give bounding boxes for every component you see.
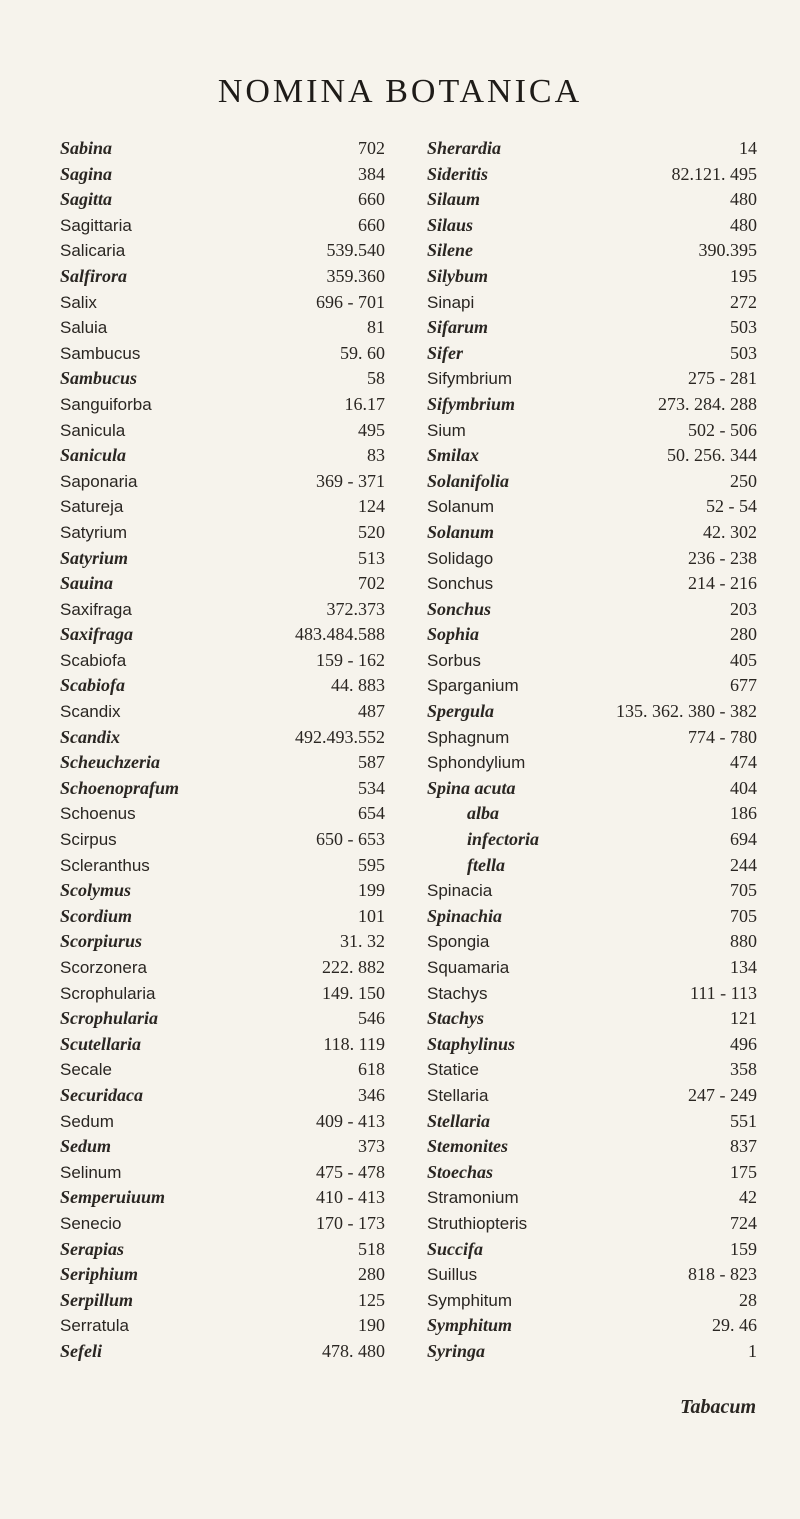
entry-page-ref: 250 [730,470,757,491]
page-title: NOMINA BOTANICA [217,73,583,110]
index-entry [60,1211,385,1237]
index-entry [427,469,757,495]
entry-name: Solidago [427,548,494,568]
entry-page-ref: 373 [358,1136,385,1157]
entry-name: Staphylinus [427,1033,516,1054]
index-entry [427,494,757,520]
entry-page-ref: 42 [739,1187,757,1208]
entry-page-ref: 587 [358,752,385,773]
index-entry [427,162,757,188]
entry-page-ref: 502 - 506 [688,419,757,440]
index-entry [427,187,757,213]
index-entry [427,571,757,597]
entry-name: Sagitta [60,189,113,210]
entry-name: Sorbus [427,650,481,670]
index-entry [60,929,385,955]
catchword: Tabacum [680,1396,756,1418]
entry-name: Sium [427,420,466,440]
index-entry [427,1288,757,1314]
entry-page-ref: 280 [358,1264,385,1285]
entry-name: Scorpiurus [60,931,143,952]
index-entry [60,443,385,469]
right-column [427,136,757,1365]
entry-name: Serapias [60,1238,125,1259]
index-entry [427,213,757,239]
index-entry [60,1032,385,1058]
entry-name: Scheuchzeria [60,752,161,773]
entry-page-ref: 125 [358,1289,385,1310]
entry-page-ref: 677 [730,675,757,696]
entry-name: Serratula [60,1316,129,1336]
entry-name: Sedum [60,1136,112,1157]
entry-name: Sambucus [60,368,138,389]
index-entry [60,1057,385,1083]
entry-name: Sedum [60,1111,114,1131]
entry-page-ref: 236 - 238 [688,547,757,568]
entry-page-ref: 359.360 [326,265,385,286]
index-entry [427,1006,757,1032]
index-entry [427,1160,757,1186]
entry-name: Sifymbrium [427,393,516,414]
index-entry [60,1160,385,1186]
entry-name: infectoria [467,829,539,850]
entry-name: Sefeli [60,1340,102,1361]
entry-page-ref: 694 [730,829,757,850]
entry-name: Scrophularia [60,983,156,1003]
entry-name: Sphondylium [427,753,526,773]
index-entry [60,776,385,802]
entry-name: Satyrium [60,522,128,542]
entry-name: Scutellaria [60,1033,142,1054]
entry-page-ref: 31. 32 [340,931,385,952]
entry-page-ref: 410 - 413 [316,1187,385,1208]
entry-page-ref: 546 [358,1008,385,1029]
entry-name: Serpillum [60,1289,134,1310]
entry-page-ref: 135. 362. 380 - 382 [616,701,757,722]
entry-page-ref: 534 [358,777,385,798]
index-entry [427,853,757,879]
entry-name: Securidaca [60,1084,143,1105]
entry-page-ref: 190 [358,1315,385,1336]
entry-name: Scandix [60,702,121,722]
entry-name: Salfirora [60,265,128,286]
entry-page-ref: 384 [358,163,385,184]
entry-page-ref: 199 [358,880,385,901]
index-entry [60,827,385,853]
index-entry [427,1134,757,1160]
entry-page-ref: 492.493.552 [295,726,385,747]
entry-page-ref: 702 [358,573,385,594]
entry-name: Syringa [427,1340,486,1361]
entry-page-ref: 595 [358,854,385,875]
entry-name: Sifymbrium [427,369,513,389]
entry-name: Spergula [427,701,495,722]
entry-name: Scolymus [60,880,132,901]
index-entry [427,597,757,623]
entry-page-ref: 121 [730,1008,757,1029]
entry-page-ref: 774 - 780 [688,726,757,747]
entry-page-ref: 111 - 113 [690,982,757,1003]
index-entry [60,392,385,418]
index-entry [60,213,385,239]
entry-name: Seriphium [60,1264,139,1285]
entry-page-ref: 358 [730,1059,757,1080]
entry-page-ref: 44. 883 [331,675,385,696]
entry-name: Spina acuta [427,777,516,798]
entry-name: Sideritis [427,163,489,184]
entry-name: Stemonites [427,1136,509,1157]
entry-page-ref: 29. 46 [712,1315,757,1336]
entry-name: Sherardia [427,138,502,158]
index-entry [60,1288,385,1314]
entry-page-ref: 405 [730,649,757,670]
entry-page-ref: 475 - 478 [316,1161,385,1182]
entry-name: Struthiopteris [427,1213,528,1233]
entry-name: Stellaria [427,1085,489,1105]
entry-name: Spinacia [427,881,493,901]
entry-name: Silaus [427,214,474,235]
index-entry [60,264,385,290]
entry-name: Satureja [60,497,124,517]
index-entry [427,1083,757,1109]
index-entry [60,648,385,674]
entry-page-ref: 518 [358,1238,385,1259]
entry-name: ftella [467,854,505,875]
index-entry [60,290,385,316]
index-entry [60,750,385,776]
index-entry [60,238,385,264]
entry-name: Sagina [60,163,113,184]
entry-name: Succifa [427,1238,483,1259]
entry-page-ref: 618 [358,1059,385,1080]
index-entry [60,1109,385,1135]
index-entry [60,1262,385,1288]
index-entry [60,878,385,904]
entry-page-ref: 880 [730,931,757,952]
entry-name: Silybum [427,265,489,286]
entry-name: alba [467,803,500,824]
entry-page-ref: 159 [730,1238,757,1259]
entry-name: Sparganium [427,676,519,696]
entry-page-ref: 660 [358,214,385,235]
index-entry [60,341,385,367]
index-entry [60,520,385,546]
entry-page-ref: 186 [730,803,757,824]
entry-name: Sifarum [427,317,489,338]
index-entry [60,187,385,213]
entry-page-ref: 134 [730,957,757,977]
index-entry [427,955,757,981]
entry-page-ref: 496 [730,1033,757,1054]
entry-page-ref: 513 [358,547,385,568]
entry-name: Statice [427,1060,479,1080]
entry-page-ref: 480 [730,189,757,210]
index-entry [427,699,757,725]
entry-page-ref: 203 [730,598,757,619]
entry-name: Stramonium [427,1188,519,1208]
index-entry [427,981,757,1007]
entry-name: Scleranthus [60,855,150,875]
entry-page-ref: 83 [367,445,385,466]
entry-page-ref: 702 [358,138,385,158]
index-entry [427,1032,757,1058]
entry-name: Saxifraga [60,599,132,619]
index-entry [60,904,385,930]
index-entry [60,955,385,981]
entry-page-ref: 50. 256. 344 [667,445,757,466]
index-entry [427,136,757,162]
entry-page-ref: 837 [730,1136,757,1157]
entry-name: Sanguiforba [60,394,152,414]
entry-name: Stachys [427,983,488,1003]
entry-page-ref: 539.540 [326,240,385,261]
entry-name: Salix [60,292,97,312]
index-entry [427,1262,757,1288]
entry-name: Scandix [60,726,121,747]
entry-name: Symphitum [427,1315,513,1336]
index-entry [427,648,757,674]
index-entry [427,1109,757,1135]
entry-page-ref: 124 [358,496,385,517]
entry-page-ref: 372.373 [326,598,385,619]
index-entry [427,878,757,904]
entry-page-ref: 222. 882 [322,957,385,977]
entry-name: Spinachia [427,905,503,926]
index-entry [60,1339,385,1365]
entry-name: Silaum [427,189,481,210]
entry-name: Sifer [427,342,463,363]
index-entry [60,469,385,495]
entry-name: Scorzonera [60,958,147,977]
entry-page-ref: 654 [358,803,385,824]
entry-name: Sabina [60,138,113,158]
entry-name: Selinum [60,1162,122,1182]
index-entry [60,315,385,341]
index-entry [60,801,385,827]
entry-name: Sophia [427,624,480,645]
entry-name: Senecio [60,1213,122,1233]
entry-name: Scabiofa [60,675,125,696]
index-entry [427,418,757,444]
index-entry [60,546,385,572]
index-entry [427,1057,757,1083]
entry-name: Salicaria [60,241,126,261]
index-entry [60,418,385,444]
entry-page-ref: 272 [730,291,757,312]
entry-name: Sphagnum [427,727,510,747]
entry-name: Stachys [427,1008,485,1029]
index-entry [60,622,385,648]
index-entry [427,341,757,367]
index-entry [60,1185,385,1211]
entry-page-ref: 705 [730,880,757,901]
entry-name: Sauina [60,573,114,594]
index-entry [427,520,757,546]
entry-name: Satyrium [60,547,129,568]
index-entry [427,904,757,930]
index-entry [60,981,385,1007]
entry-name: Schoenoprafum [60,777,180,798]
entry-name: Solanum [427,497,495,517]
index-entry [427,264,757,290]
entry-page-ref: 280 [730,624,757,645]
entry-name: Sanicula [60,420,126,440]
entry-page-ref: 495 [358,419,385,440]
entry-name: Scabiofa [60,650,127,670]
entry-name: Silene [427,240,474,261]
entry-page-ref: 369 - 371 [316,470,385,491]
entry-name: Scordium [60,905,133,926]
entry-page-ref: 244 [730,854,757,875]
entry-page-ref: 118. 119 [323,1033,385,1054]
index-entry [60,571,385,597]
index-entry [60,1134,385,1160]
entry-name: Sonchus [427,598,492,619]
entry-page-ref: 214 - 216 [688,573,757,594]
entry-name: Saluia [60,318,108,338]
entry-page-ref: 175 [730,1161,757,1182]
index-entry [60,725,385,751]
entry-name: Sinapi [427,292,475,312]
index-entry [60,1006,385,1032]
index-entry [427,776,757,802]
entry-page-ref: 520 [358,521,385,542]
index-entry [427,1313,757,1339]
index-entry [427,290,757,316]
entry-name: Stoechas [427,1161,494,1182]
entry-name: Semperuiuum [60,1187,166,1208]
index-entry [427,1211,757,1237]
entry-page-ref: 58 [367,368,385,389]
entry-name: Scirpus [60,830,117,850]
entry-page-ref: 1 [748,1340,757,1361]
entry-page-ref: 82.121. 495 [671,163,757,184]
index-entry [427,750,757,776]
entry-page-ref: 275 - 281 [688,368,757,389]
entry-page-ref: 16.17 [344,393,385,414]
entry-page-ref: 696 - 701 [316,291,385,312]
entry-page-ref: 159 - 162 [316,649,385,670]
entry-page-ref: 478. 480 [322,1340,385,1361]
index-entry [60,1313,385,1339]
entry-page-ref: 551 [730,1110,757,1131]
entry-name: Scrophularia [60,1008,159,1029]
entry-page-ref: 42. 302 [703,521,757,542]
entry-name: Saxifraga [60,624,134,645]
index-entry [427,315,757,341]
left-column [60,136,385,1365]
entry-name: Smilax [427,445,480,466]
entry-page-ref: 660 [358,189,385,210]
entry-page-ref: 724 [730,1212,757,1233]
index-entry [427,392,757,418]
entry-page-ref: 474 [730,752,757,773]
index-entry [427,673,757,699]
entry-name: Solanifolia [427,470,510,491]
index-entry [427,827,757,853]
entry-page-ref: 480 [730,214,757,235]
index-entry [60,366,385,392]
index-entry [60,1083,385,1109]
entry-page-ref: 59. 60 [340,342,385,363]
entry-page-ref: 52 - 54 [706,496,757,517]
index-entry [427,546,757,572]
entry-name: Symphitum [427,1290,513,1310]
index-entry [427,801,757,827]
entry-page-ref: 81 [367,317,385,338]
entry-name: Stellaria [427,1110,491,1131]
index-entry [60,597,385,623]
index-entry [427,443,757,469]
entry-name: Sagittaria [60,215,132,235]
entry-page-ref: 705 [730,905,757,926]
entry-page-ref: 273. 284. 288 [658,393,757,414]
entry-page-ref: 346 [358,1084,385,1105]
entry-page-ref: 149. 150 [322,982,385,1003]
entry-name: Sanicula [60,445,127,466]
entry-name: Spongia [427,932,490,952]
entry-page-ref: 101 [358,905,385,926]
entry-page-ref: 483.484.588 [295,624,385,645]
index-entry [60,699,385,725]
index-entry [60,162,385,188]
entry-page-ref: 247 - 249 [688,1084,757,1105]
index-entry [427,622,757,648]
entry-page-ref: 14 [739,138,757,158]
entry-page-ref: 195 [730,265,757,286]
index-entry [427,1339,757,1365]
index-entry [427,1185,757,1211]
entry-name: Suillus [427,1265,478,1285]
entry-page-ref: 170 - 173 [316,1212,385,1233]
index-entry [427,238,757,264]
entry-name: Sambucus [60,343,141,363]
index-entry [60,1237,385,1263]
entry-page-ref: 404 [730,777,757,798]
index-entry [427,725,757,751]
entry-name: Schoenus [60,804,136,824]
entry-page-ref: 28 [739,1289,757,1310]
index-entry [60,853,385,879]
index-entry [60,136,385,162]
entry-name: Saponaria [60,471,138,491]
entry-page-ref: 409 - 413 [316,1110,385,1131]
entry-page-ref: 818 - 823 [688,1264,757,1285]
index-entry [427,1237,757,1263]
entry-name: Solanum [427,521,495,542]
entry-page-ref: 503 [730,342,757,363]
index-entry [427,366,757,392]
entry-name: Sonchus [427,574,494,594]
index-entry [60,673,385,699]
entry-name: Squamaria [427,958,510,977]
entry-page-ref: 650 - 653 [316,829,385,850]
entry-page-ref: 390.395 [698,240,757,261]
index-entry [60,494,385,520]
entry-page-ref: 487 [358,701,385,722]
index-entry [427,929,757,955]
entry-name: Secale [60,1060,112,1080]
entry-page-ref: 503 [730,317,757,338]
